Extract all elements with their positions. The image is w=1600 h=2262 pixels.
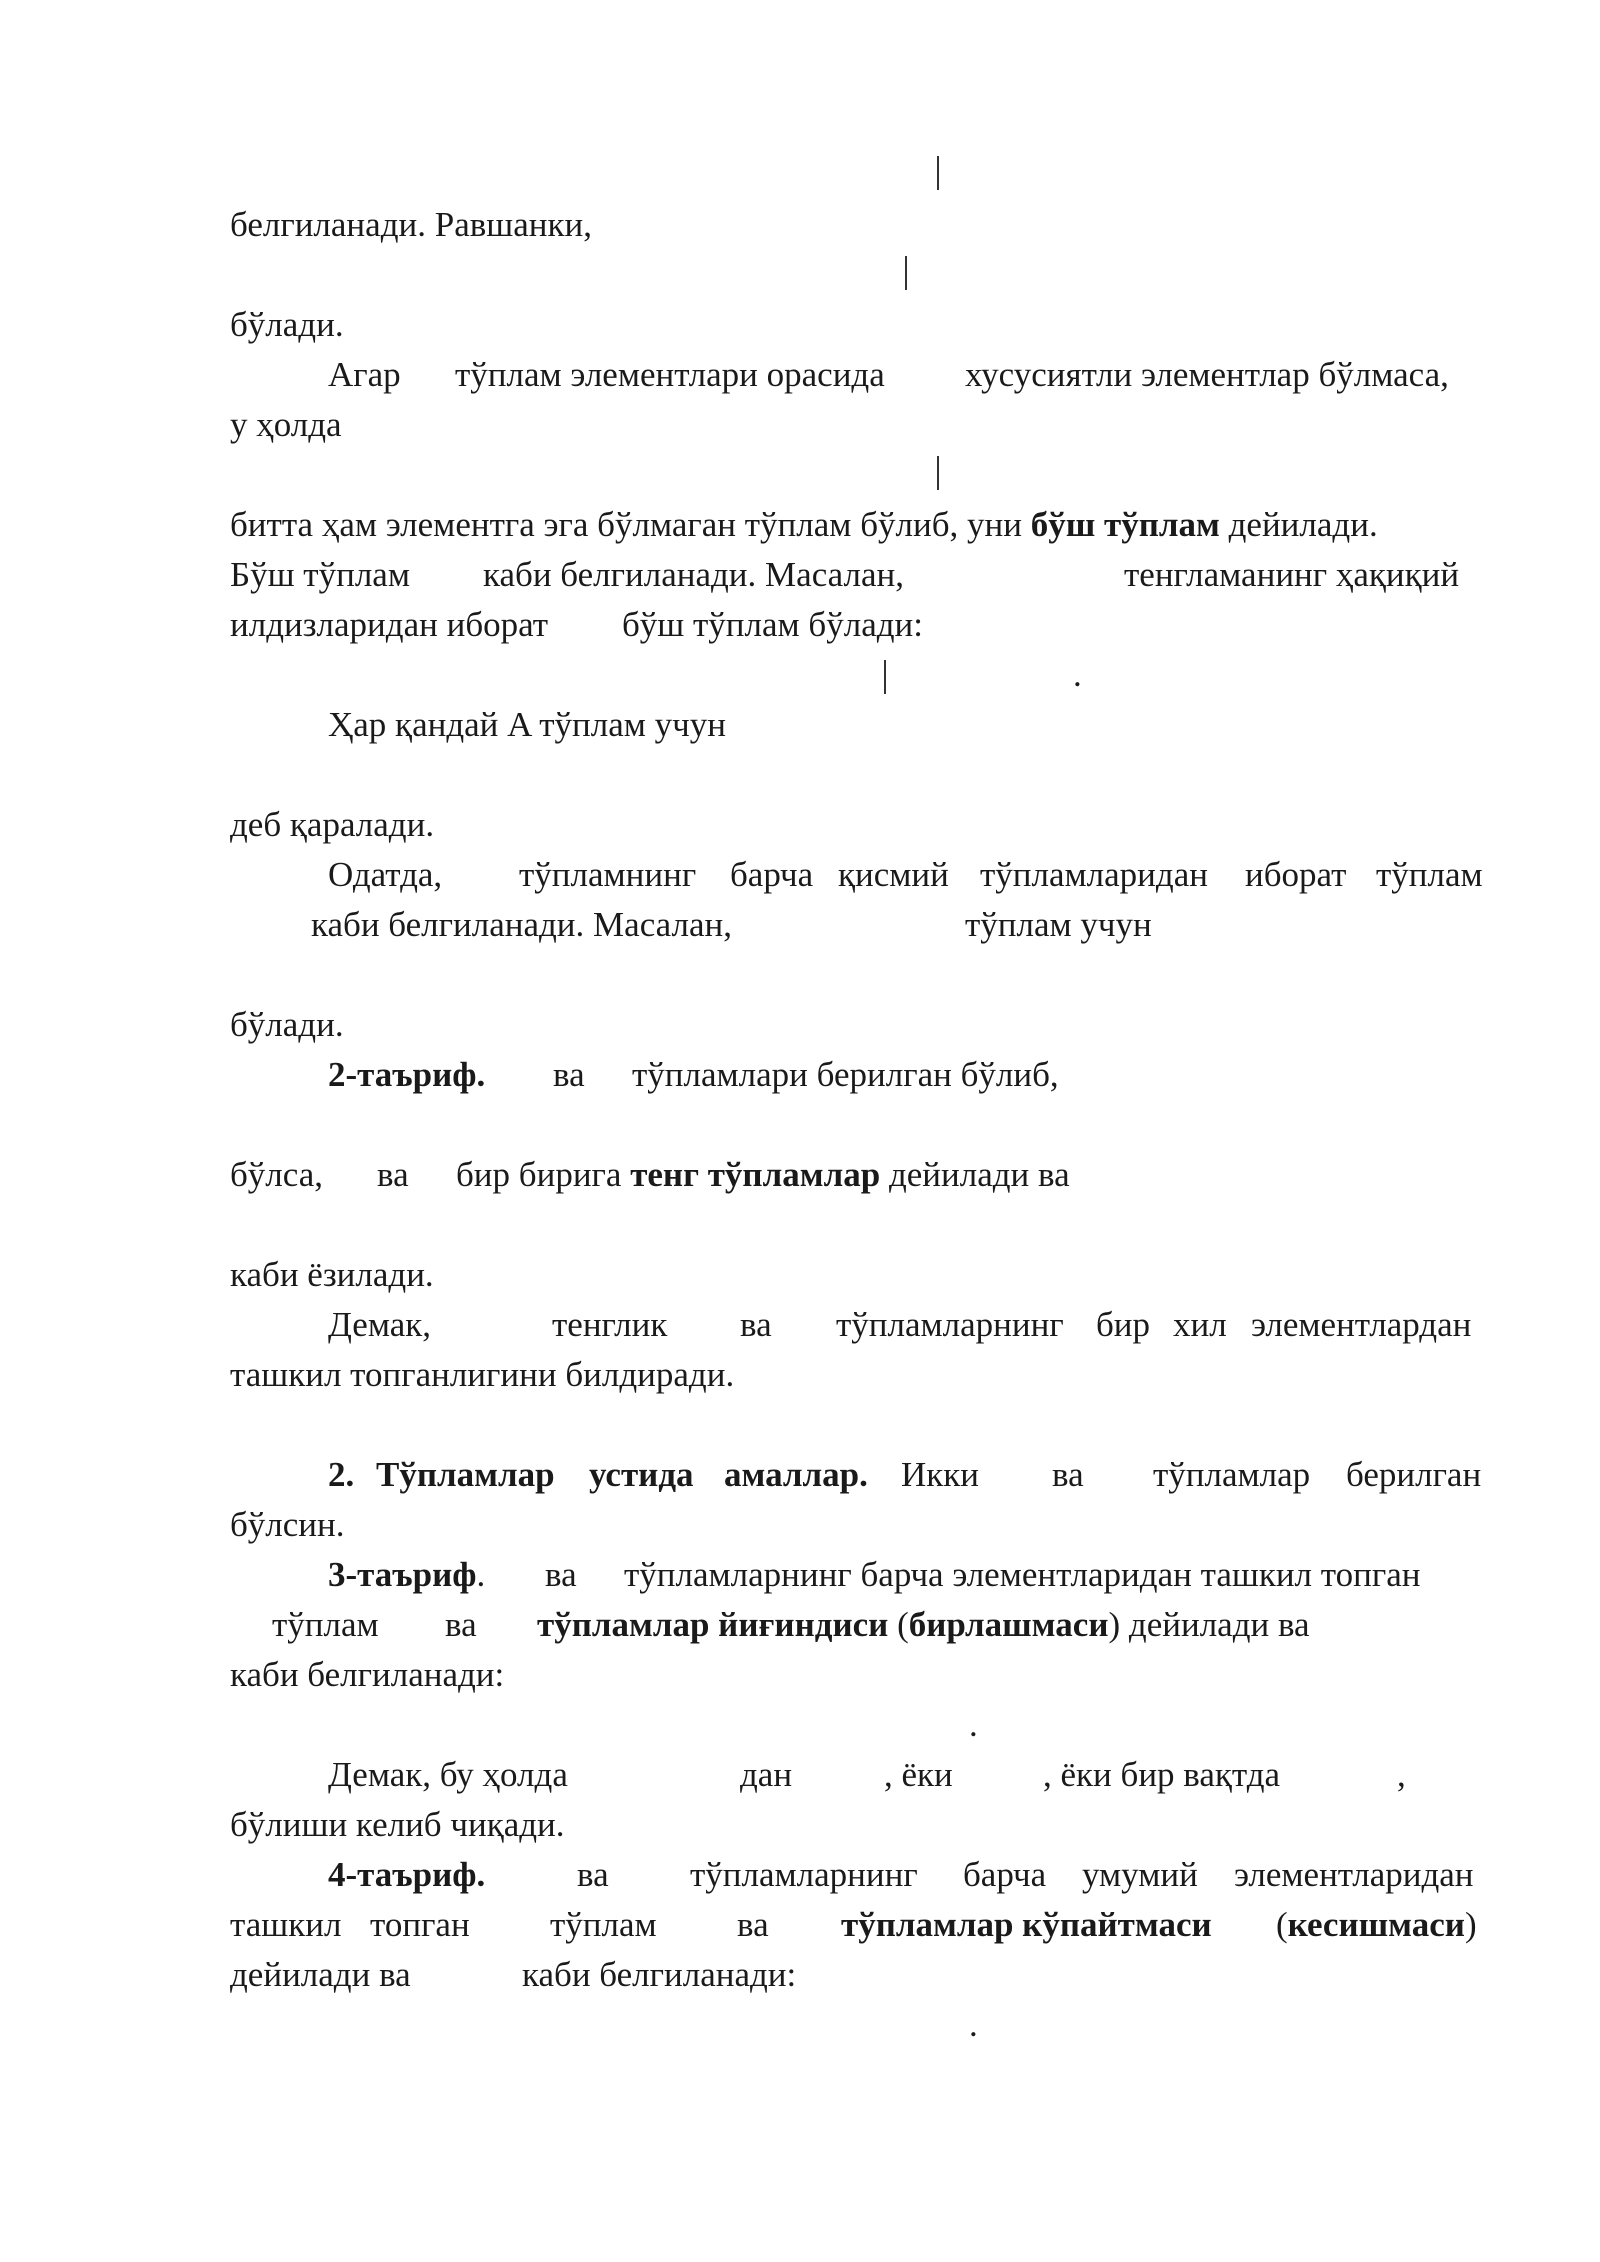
text-line [553, 1050, 585, 1100]
text: хусусиятли элементлар бўлмаса, [965, 355, 1449, 394]
text-line [1376, 850, 1483, 900]
text-line [328, 1550, 485, 1600]
section-heading [724, 1450, 868, 1500]
text: тўпламларнинг барча элементларидан ташкил топган [624, 1555, 1421, 1594]
text-line [230, 800, 434, 850]
text: ( [1276, 1905, 1288, 1944]
text: бўлиши келиб чиқади. [230, 1805, 565, 1844]
text: тўпламнинг [519, 855, 697, 894]
text-line [969, 1700, 978, 1750]
text: Одатда, [328, 855, 443, 894]
text-line [230, 1150, 323, 1200]
text-line [230, 200, 592, 250]
text-line [230, 400, 342, 450]
text: элементлардан [1251, 1305, 1472, 1344]
text-line [483, 550, 904, 600]
text: Демак, [328, 1305, 432, 1344]
text-line [1276, 1900, 1477, 1950]
text-line [730, 850, 813, 900]
formula-bar [937, 456, 939, 490]
text-line [230, 1900, 341, 1950]
text: ва [377, 1155, 409, 1194]
text: тенглик [552, 1305, 668, 1344]
text-line [1245, 850, 1346, 900]
text: дан [740, 1755, 793, 1794]
text-line [737, 1900, 769, 1950]
text: бир [1096, 1305, 1151, 1344]
text: каби белгиланади. Масалан, [311, 905, 732, 944]
text-line [545, 1550, 577, 1600]
text: битта ҳам элементга эга бўлмаган тўплам бўлиб, уни [230, 505, 1031, 544]
text: деб қаралади. [230, 805, 435, 844]
definition-label [328, 1850, 485, 1900]
text-line [230, 1350, 734, 1400]
text: 4-таъриф. [328, 1855, 486, 1894]
text: ва [445, 1605, 477, 1644]
text-line [328, 1750, 568, 1800]
text-line [965, 900, 1152, 950]
text: элементларидан [1234, 1855, 1474, 1894]
text: , ёки [884, 1755, 953, 1794]
term-equal-sets: тенг тўпламлар [630, 1155, 881, 1194]
text: . [969, 1705, 978, 1744]
text-line [1251, 1300, 1471, 1350]
text: . [476, 1555, 486, 1594]
text: . [969, 2005, 978, 2044]
section-heading [376, 1450, 555, 1500]
text-line [740, 1750, 792, 1800]
text-run [230, 500, 1378, 550]
formula-bar [905, 256, 907, 290]
text: 2. [328, 1455, 355, 1494]
term-intersection [841, 1900, 1212, 1950]
section-heading [589, 1450, 694, 1500]
text: дейилади. [1219, 505, 1378, 544]
text-line [632, 1050, 1059, 1100]
text-line [965, 350, 1449, 400]
text: бўлса, [230, 1155, 324, 1194]
text: топган [370, 1905, 470, 1944]
text: бўлади. [230, 1005, 344, 1044]
text: ва [1052, 1455, 1084, 1494]
text: Агар [328, 355, 401, 394]
text-line [901, 1450, 979, 1500]
text: Икки [901, 1455, 980, 1494]
text: тўпламлари берилган бўлиб, [632, 1055, 1059, 1094]
text: тўплам элементлари орасида [455, 355, 885, 394]
text: умумий [1082, 1855, 1198, 1894]
text: ва [737, 1905, 769, 1944]
text: каби белгиланади. Масалан, [483, 555, 904, 594]
text: каби ёзилади. [230, 1255, 434, 1294]
text: 2-таъриф. [328, 1055, 486, 1094]
text-line [328, 850, 442, 900]
text: ) [1464, 1905, 1477, 1944]
text-line [550, 1900, 657, 1950]
text-line [230, 1650, 504, 1700]
text: каби белгиланади: [522, 1955, 797, 1994]
term-union: тўпламлар йиғиндиси [537, 1605, 889, 1644]
text: тўпламлар кўпайтмаси [841, 1905, 1212, 1944]
text: каби белгиланади: [230, 1655, 505, 1694]
text: ташкил [230, 1905, 342, 1944]
text-line [230, 1800, 565, 1850]
text-line [1096, 1300, 1150, 1350]
text-line [1173, 1300, 1227, 1350]
text: дейилади ва [880, 1155, 1070, 1194]
text-line [230, 550, 410, 600]
text-line [1124, 550, 1459, 600]
text-line [1346, 1450, 1481, 1500]
text-line [1073, 650, 1082, 700]
text-line [622, 600, 923, 650]
text: бўлсин. [230, 1505, 345, 1544]
text-line [836, 1300, 1064, 1350]
text: бир бирига [456, 1155, 631, 1194]
formula-bar [884, 660, 886, 694]
text: барча [730, 855, 814, 894]
text: Ҳар қандай A тўплам учун [328, 705, 727, 744]
text-line [522, 1950, 796, 2000]
text-line [311, 900, 732, 950]
text: , ёки бир вақтда [1043, 1755, 1281, 1794]
text-line [230, 1250, 434, 1300]
text-line [552, 1300, 667, 1350]
text-line [230, 300, 344, 350]
text: ва [740, 1305, 772, 1344]
text: амаллар. [724, 1455, 868, 1494]
text-line [272, 1600, 379, 1650]
text-line [377, 1150, 409, 1200]
text-line [1082, 1850, 1198, 1900]
text: тўпламларидан [980, 855, 1208, 894]
text: тўплам учун [965, 905, 1152, 944]
text-line [963, 1850, 1046, 1900]
text-line [445, 1600, 477, 1650]
text: барча [963, 1855, 1047, 1894]
text: тенгламанинг ҳақиқий [1124, 555, 1460, 594]
text-line [624, 1550, 1420, 1600]
text-line [1153, 1450, 1310, 1500]
text-line [838, 850, 949, 900]
text: ) дейилади ва [1108, 1605, 1310, 1644]
text: тўпламларнинг [836, 1305, 1064, 1344]
text: тўплам [272, 1605, 379, 1644]
text-line [455, 350, 885, 400]
text: ташкил топганлигини билдиради. [230, 1355, 735, 1394]
definition-label [328, 1050, 485, 1100]
text: тўпламлар [1153, 1455, 1311, 1494]
text-line [884, 1750, 953, 1800]
text: берилган [1346, 1455, 1482, 1494]
text-line [328, 1300, 431, 1350]
text-line [740, 1300, 772, 1350]
text-line [577, 1850, 609, 1900]
text-line [456, 1150, 1070, 1200]
text-line [230, 1950, 411, 2000]
term-union-alt: бирлашмаси [908, 1605, 1109, 1644]
definition-label: 3-таъриф [328, 1555, 477, 1594]
text-line [328, 700, 726, 750]
text: Демак, бу ҳолда [328, 1755, 568, 1794]
text: белгиланади. Равшанки, [230, 205, 592, 244]
formula-bar [937, 156, 939, 190]
text: Тўпламлар [376, 1455, 555, 1494]
text: ва [553, 1055, 585, 1094]
text: илдизларидан иборат [230, 605, 549, 644]
section-heading [328, 1450, 354, 1500]
text: у ҳолда [230, 405, 342, 444]
text-line [1397, 1750, 1406, 1800]
text: тўплам [550, 1905, 657, 1944]
text: ва [545, 1555, 577, 1594]
text: иборат [1245, 855, 1347, 894]
text-line [230, 600, 548, 650]
text: устида [589, 1455, 694, 1494]
text: ва [577, 1855, 609, 1894]
text: тўпламларнинг [690, 1855, 918, 1894]
text-line [537, 1600, 1310, 1650]
text-line [969, 2000, 978, 2050]
text-line [328, 350, 401, 400]
text: . [1073, 655, 1082, 694]
text-line [1234, 1850, 1474, 1900]
text: тўплам [1376, 855, 1483, 894]
text-line [230, 1500, 345, 1550]
text: бўлади. [230, 305, 344, 344]
text: Бўш тўплам [230, 555, 410, 594]
text-line [519, 850, 696, 900]
text-line [690, 1850, 918, 1900]
text-line [230, 500, 1490, 550]
text-line [370, 1900, 470, 1950]
term-intersection-alt: кесишмаси [1287, 1905, 1465, 1944]
text: ( [888, 1605, 909, 1644]
text: бўш тўплам бўлади: [622, 605, 924, 644]
text-line [1052, 1450, 1084, 1500]
text: қисмий [838, 855, 949, 894]
text-line [230, 1000, 344, 1050]
text: хил [1173, 1305, 1227, 1344]
text: дейилади ва [230, 1955, 411, 1994]
term-empty-set: бўш тўплам [1030, 505, 1220, 544]
text: , [1397, 1755, 1406, 1794]
text-line [980, 850, 1208, 900]
text-line [1043, 1750, 1280, 1800]
